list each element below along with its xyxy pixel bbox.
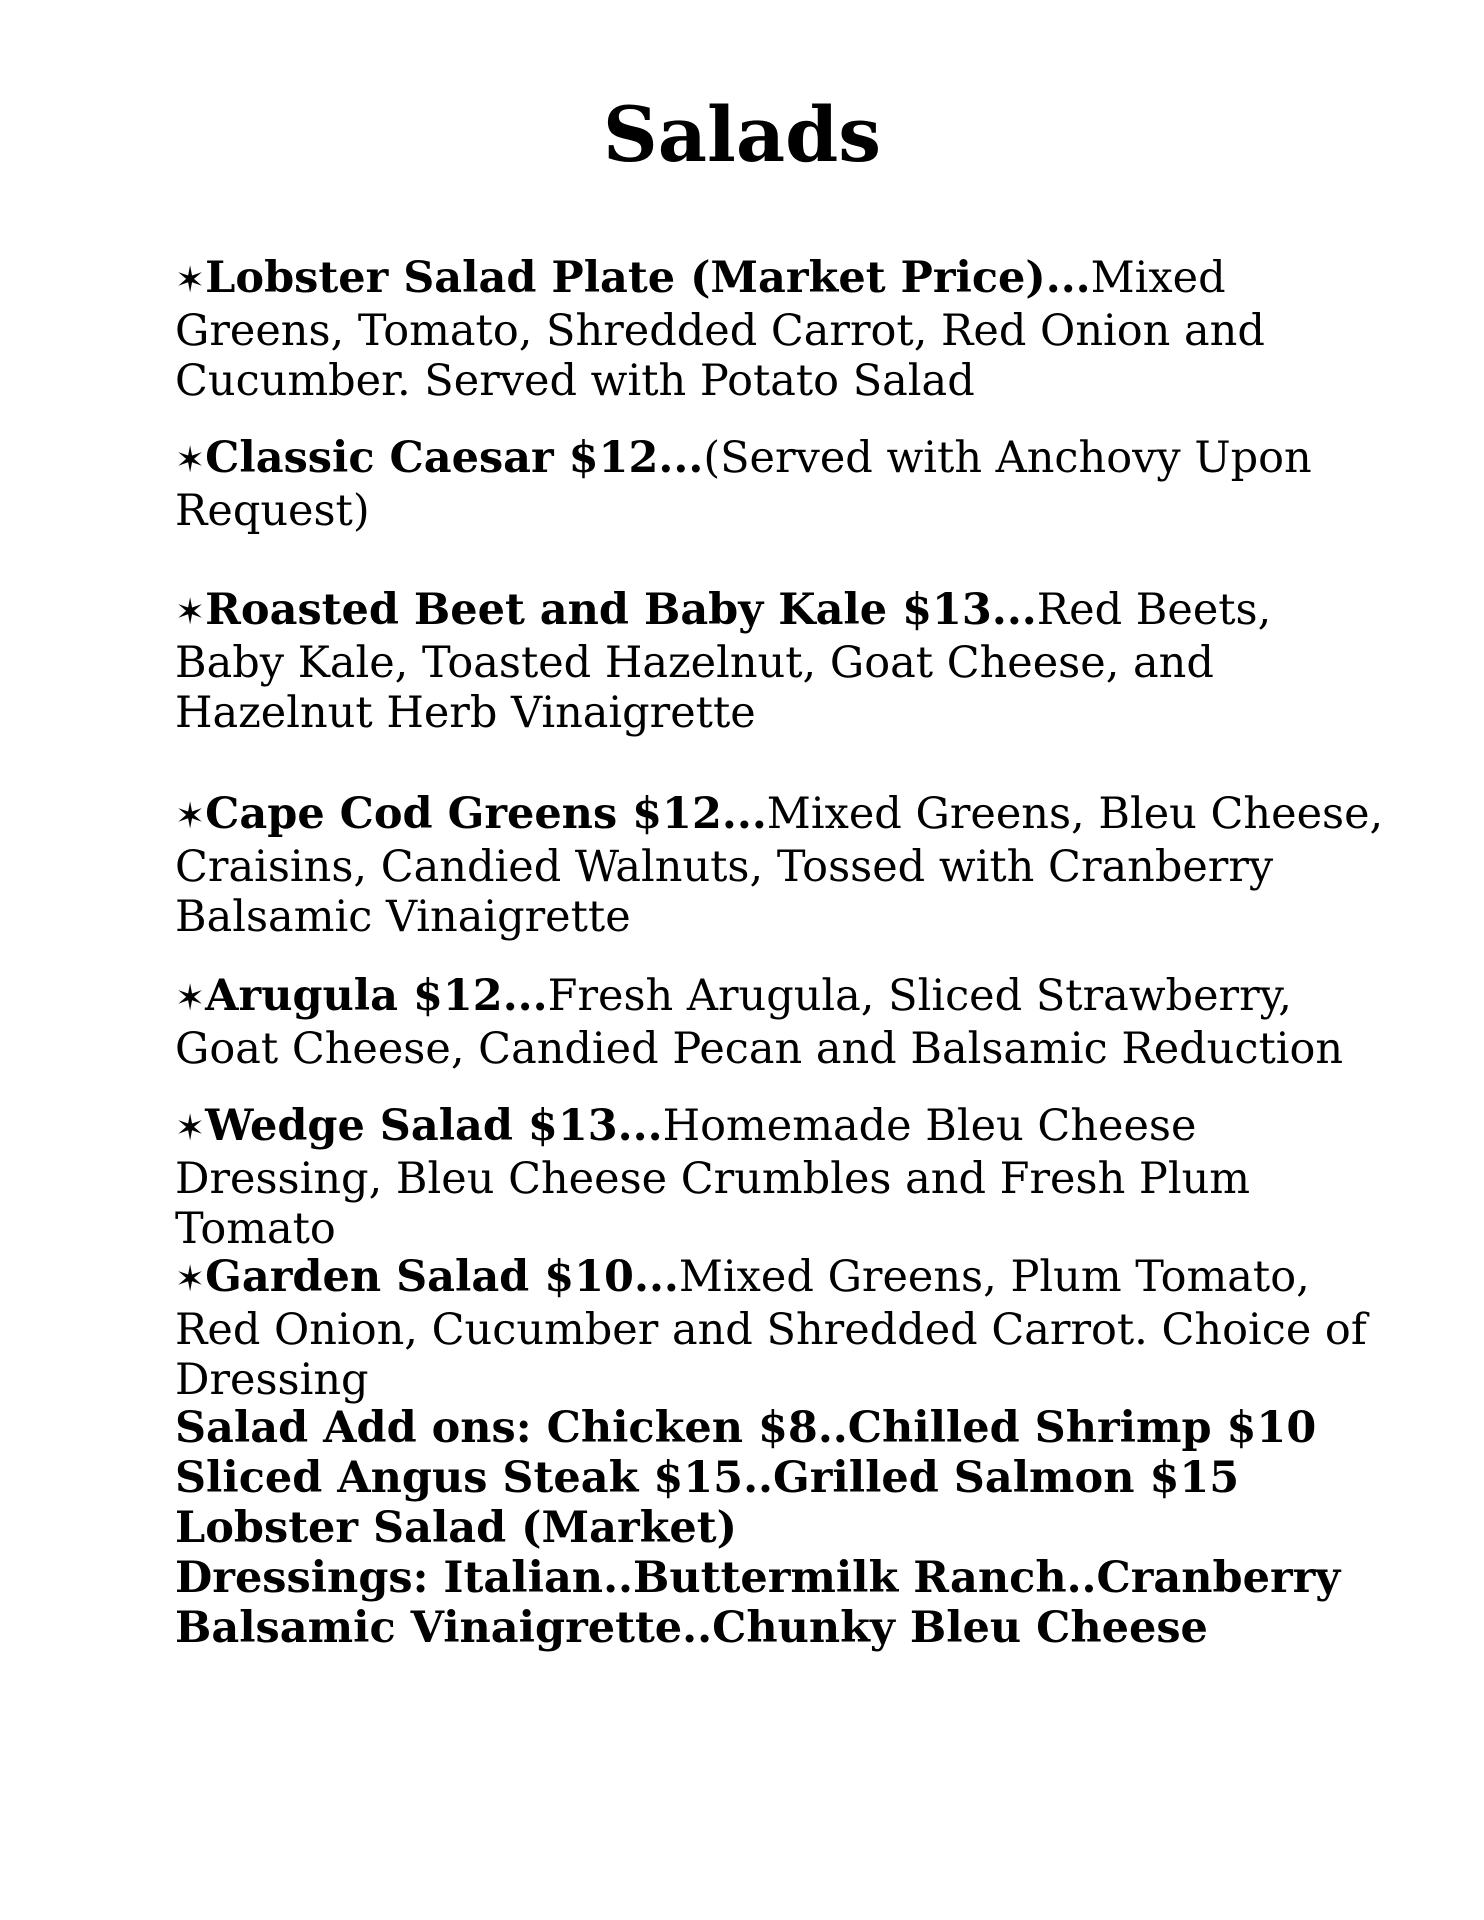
menu-item-desc: Greens, Tomato, Shredded Carrot, Red Onion and: [175, 306, 1265, 356]
menu-item-desc: Balsamic Vinaigrette: [175, 892, 631, 942]
menu-item-first-line: [175, 789, 1384, 842]
star-icon: ✶: [175, 592, 206, 633]
menu-item-classic-caesar: [175, 433, 1325, 536]
menu-item-desc: Mixed Greens, Plum Tomato,: [678, 1252, 1310, 1302]
add-ons-line: Salad Add ons: Chicken $8..Chilled Shrimp $10: [175, 1403, 1317, 1453]
menu-item-roasted-beet-baby-kale: [175, 585, 1325, 738]
menu-item-desc: Homemade Bleu Cheese: [662, 1101, 1197, 1151]
menu-item-name: Arugula $12...: [205, 971, 548, 1021]
menu-item-desc: Goat Cheese, Candied Pecan and Balsamic Reduction: [175, 1024, 1344, 1074]
dressings-line: Dressings: Italian..Buttermilk Ranch..Cranberry: [175, 1553, 1341, 1603]
menu-item-desc: Red Onion, Cucumber and Shredded Carrot. Choice of: [175, 1305, 1367, 1355]
menu-item-first-line: [175, 433, 1325, 486]
menu-item-name: Classic Caesar $12...: [205, 433, 704, 483]
star-icon: ✶: [175, 260, 206, 301]
salad-add-ons: [175, 1403, 1341, 1653]
star-icon: ✶: [175, 1259, 206, 1300]
menu-item-wedge-salad: [175, 1101, 1325, 1254]
menu-item-cape-cod-greens: [175, 789, 1384, 942]
menu-item-desc: Tomato: [175, 1204, 336, 1254]
menu-item-desc: Mixed: [1090, 253, 1226, 303]
add-ons-line: Lobster Salad (Market): [175, 1503, 738, 1553]
menu-item-name: Wedge Salad $13...: [205, 1101, 663, 1151]
menu-item-desc: Hazelnut Herb Vinaigrette: [175, 688, 756, 738]
menu-item-name: Roasted Beet and Baby Kale $13...: [205, 585, 1037, 635]
star-icon: ✶: [175, 978, 206, 1019]
menu-item-name: Cape Cod Greens $12...: [205, 789, 767, 839]
menu-item-first-line: [175, 1101, 1325, 1154]
star-icon: ✶: [175, 1108, 206, 1149]
star-icon: ✶: [175, 440, 206, 481]
menu-item-desc: Dressing, Bleu Cheese Crumbles and Fresh Plum: [175, 1154, 1251, 1204]
menu-item-first-line: [175, 585, 1325, 638]
menu-item-first-line: [175, 971, 1325, 1024]
menu-item-first-line: [175, 253, 1325, 306]
page-title: Salads: [602, 90, 882, 179]
menu-item-desc: Mixed Greens, Bleu Cheese,: [766, 789, 1384, 839]
menu-item-desc: Dressing: [175, 1355, 369, 1405]
menu-item-arugula: [175, 971, 1344, 1074]
menu-item-desc: Fresh Arugula, Sliced Strawberry,: [547, 971, 1292, 1021]
dressings-line: Balsamic Vinaigrette..Chunky Bleu Cheese: [175, 1603, 1208, 1653]
menu-item-desc: Red Beets,: [1036, 585, 1272, 635]
menu-item-first-line: [175, 1252, 1325, 1305]
menu-item-desc: (Served with Anchovy Upon: [703, 433, 1312, 483]
menu-item-garden-salad: [175, 1252, 1367, 1405]
menu-item-desc: Request): [175, 486, 370, 536]
menu-item-desc: Cucumber. Served with Potato Salad: [175, 356, 975, 406]
menu-item-desc: Baby Kale, Toasted Hazelnut, Goat Cheese, and: [175, 638, 1214, 688]
menu-item-name: Garden Salad $10...: [205, 1252, 679, 1302]
menu-item-lobster-salad-plate: [175, 253, 1325, 406]
menu-item-desc: Craisins, Candied Walnuts, Tossed with Cranberry: [175, 842, 1274, 892]
add-ons-line: Sliced Angus Steak $15..Grilled Salmon $15: [175, 1453, 1240, 1503]
star-icon: ✶: [175, 796, 206, 837]
menu-item-name: Lobster Salad Plate (Market Price)...: [205, 253, 1091, 303]
